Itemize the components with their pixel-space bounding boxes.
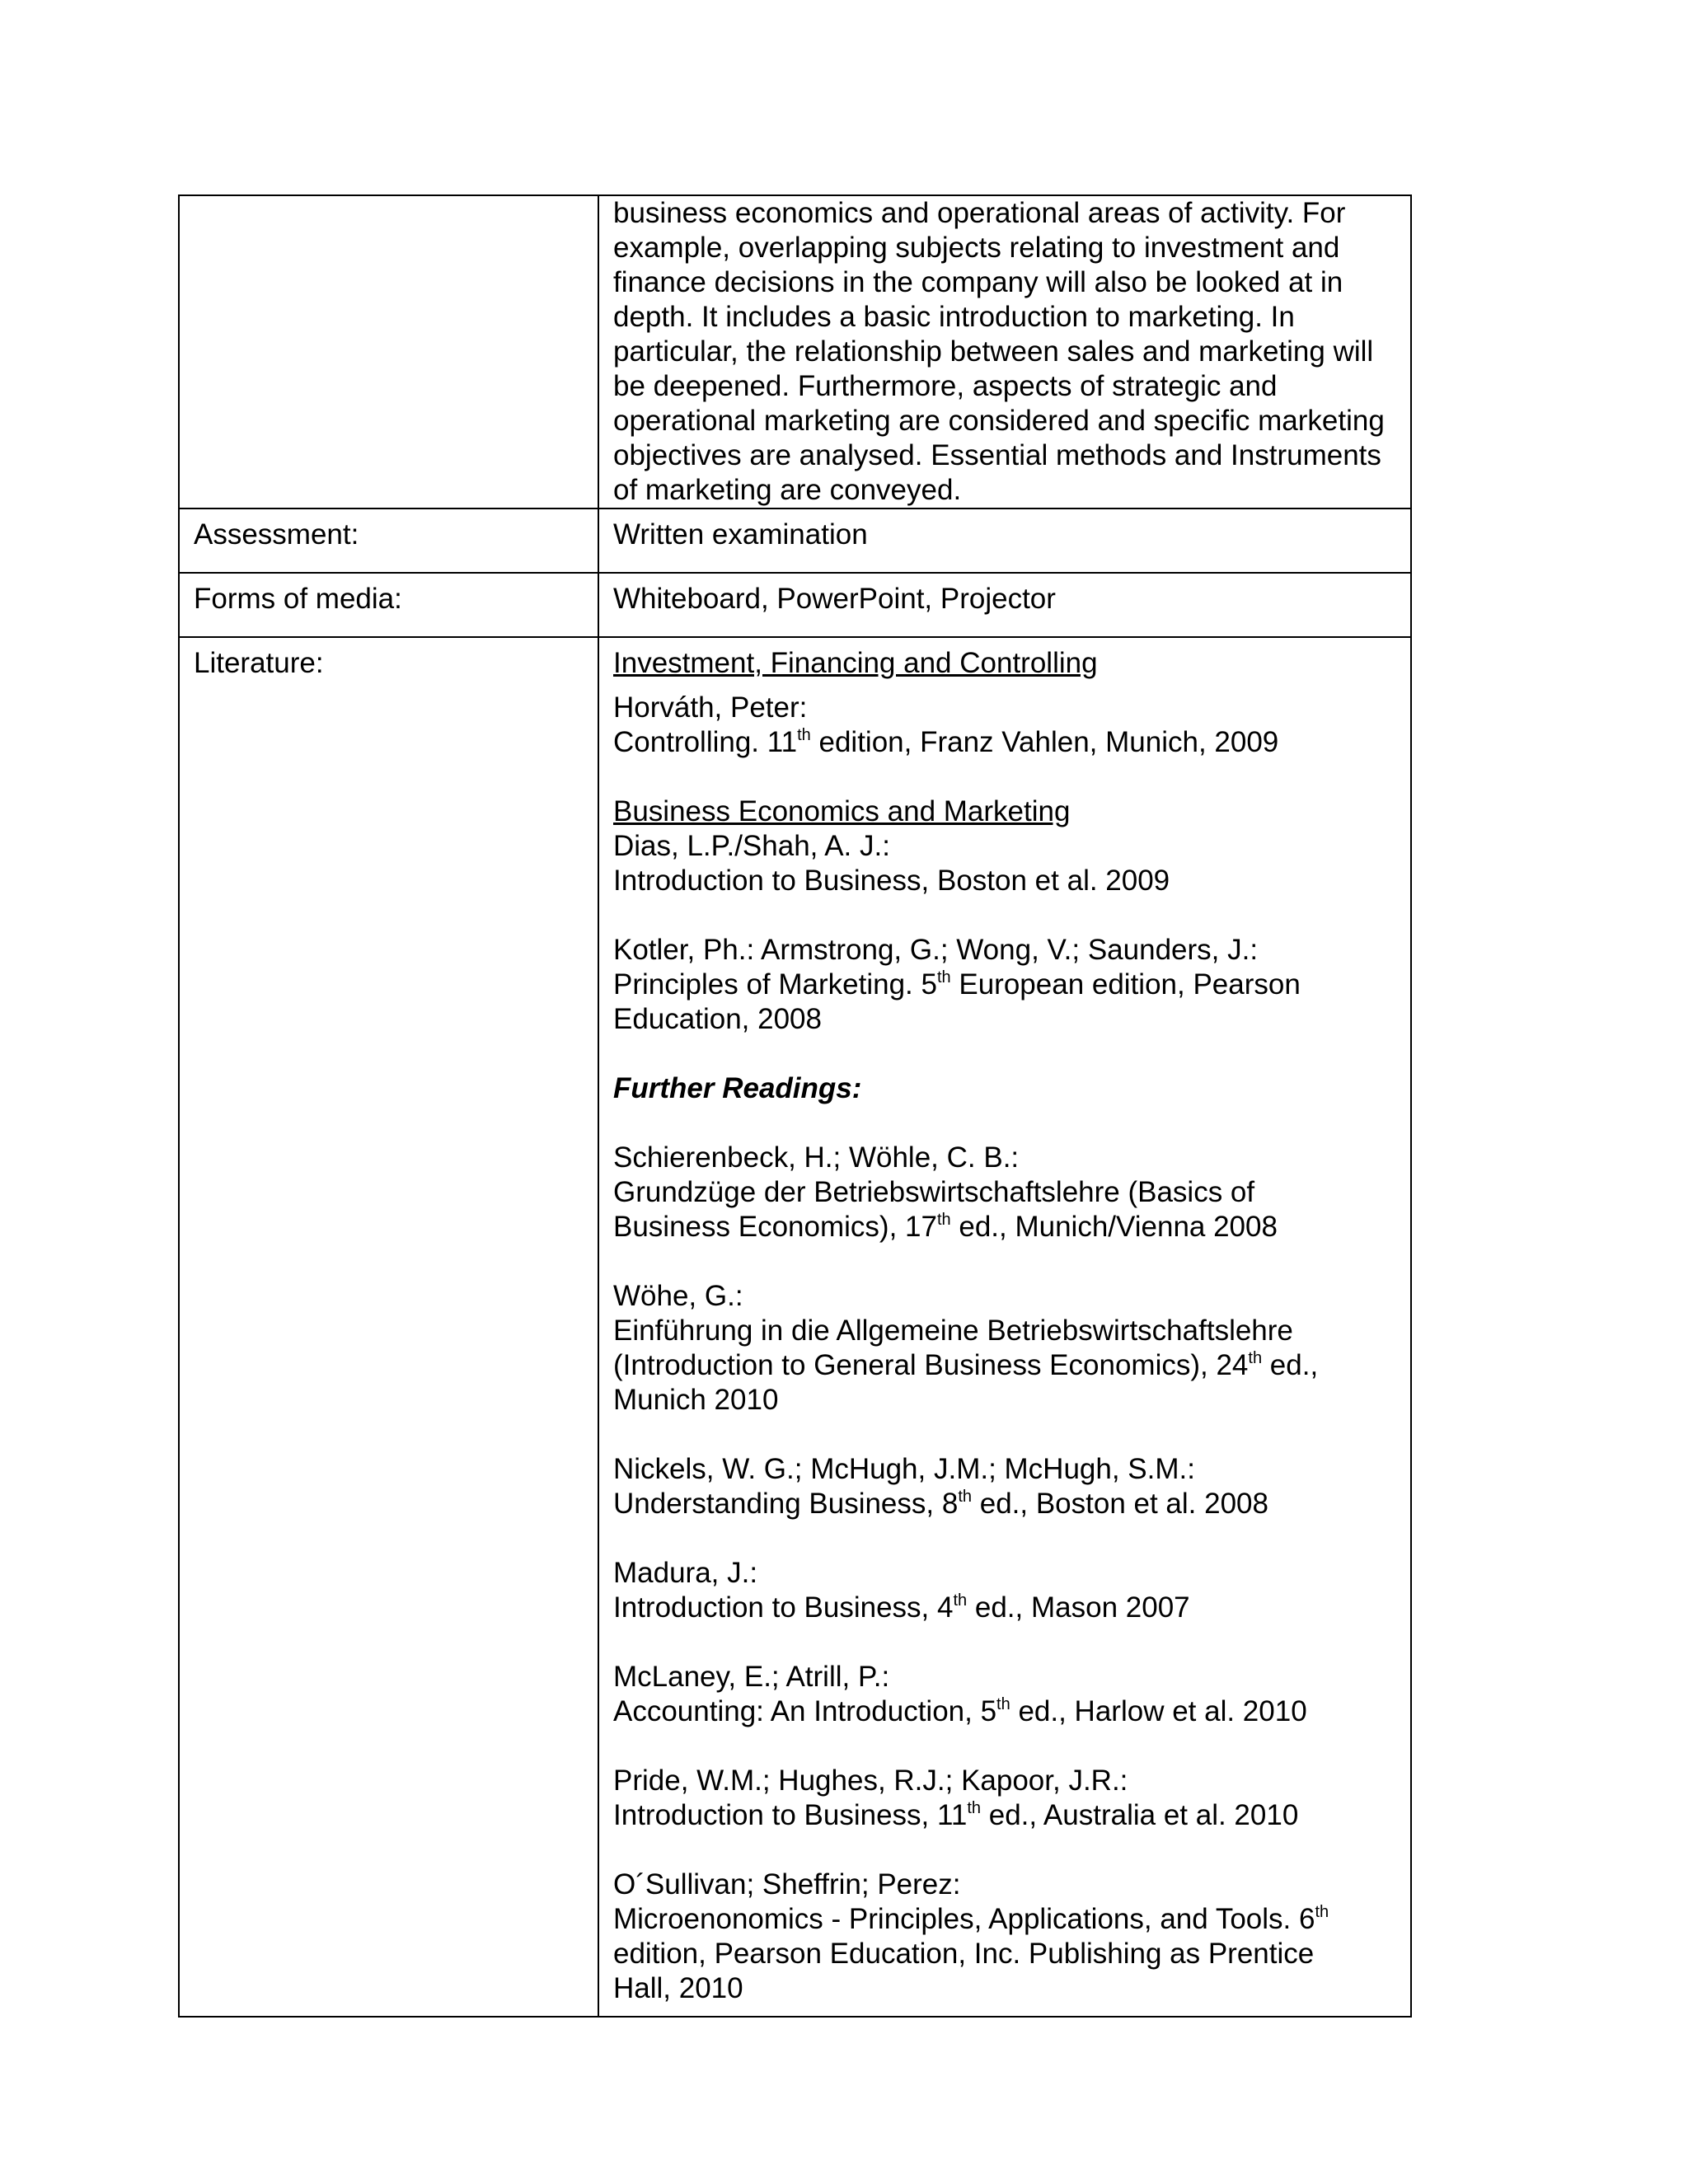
- reference-pride: [613, 1764, 1399, 1833]
- reference-authors: Schierenbeck, H.; Wöhle, C. B.:: [613, 1141, 1020, 1174]
- reference-horvath: [613, 691, 1399, 760]
- reference-kotler: [613, 933, 1399, 1037]
- reference-title: Introduction to Business, Boston et al. 2009: [613, 865, 1170, 897]
- reference-title-cont: Hall, 2010: [613, 1972, 743, 2004]
- reference-title: Introduction to Business, 4th ed., Mason 2007: [613, 1591, 1190, 1624]
- literature-label: Literature:: [179, 637, 598, 2017]
- section-heading-business-marketing: Business Economics and Marketing: [613, 795, 1071, 827]
- reference-nickels: [613, 1452, 1399, 1521]
- description-row: [179, 195, 1411, 509]
- description-text-cell: [598, 195, 1411, 509]
- reference-title-cont: edition, Pearson Education, Inc. Publishing as Prentice: [613, 1938, 1315, 1970]
- assessment-row: [179, 509, 1411, 573]
- reference-authors: Horváth, Peter:: [613, 691, 808, 724]
- reference-authors: Dias, L.P./Shah, A. J.:: [613, 830, 890, 862]
- reference-mclaney: [613, 1660, 1399, 1729]
- reference-title: Introduction to Business, 11th ed., Australia et al. 2010: [613, 1799, 1299, 1831]
- reference-title-cont: Education, 2008: [613, 1003, 822, 1035]
- reference-authors: Madura, J.:: [613, 1557, 758, 1589]
- module-description-table: [178, 194, 1412, 2018]
- reference-authors: Nickels, W. G.; McHugh, J.M.; McHugh, S.M.:: [613, 1453, 1195, 1485]
- reference-title: Einführung in die Allgemeine Betriebswirtschaftslehre: [613, 1315, 1293, 1347]
- reference-authors: O´Sullivan; Sheffrin; Perez:: [613, 1868, 961, 1900]
- reference-title-cont: (Introduction to General Business Economics), 24th ed.,: [613, 1349, 1319, 1381]
- reference-authors: Wöhe, G.:: [613, 1280, 743, 1312]
- reference-title: Grundzüge der Betriebswirtschaftslehre (Basics of: [613, 1176, 1255, 1208]
- reference-wohe: [613, 1279, 1399, 1418]
- description-label-cell: [179, 195, 598, 509]
- reference-title-cont: Munich 2010: [613, 1384, 779, 1416]
- description-text: business economics and operational areas of activity. For example, overlapping subjects relating to investment and finance decisions in the company will also be looked at in depth. It includes a basic introduction to marketing. In particular, the relationship between sales and marketing will be deepened. Furthermore, aspects of strategic and operational marketing are considered and specific marketing objectives are analysed. Essential methods and Instruments of marketing are conveyed.: [613, 197, 1385, 506]
- reference-title-cont: Business Economics), 17th ed., Munich/Vienna 2008: [613, 1211, 1278, 1243]
- reference-title: Accounting: An Introduction, 5th ed., Harlow et al. 2010: [613, 1695, 1307, 1727]
- reference-title: Controlling. 11th edition, Franz Vahlen, Munich, 2009: [613, 726, 1279, 758]
- reference-authors: McLaney, E.; Atrill, P.:: [613, 1661, 890, 1693]
- literature-list: [598, 637, 1411, 2017]
- reference-authors: Kotler, Ph.: Armstrong, G.; Wong, V.; Saunders, J.:: [613, 934, 1259, 966]
- assessment-label: Assessment:: [179, 509, 598, 573]
- reference-osullivan: [613, 1868, 1399, 2006]
- literature-row: [179, 637, 1411, 2017]
- reference-madura: [613, 1556, 1399, 1625]
- media-value: Whiteboard, PowerPoint, Projector: [598, 573, 1411, 637]
- reference-title: Understanding Business, 8th ed., Boston et al. 2008: [613, 1488, 1268, 1520]
- reference-authors: Pride, W.M.; Hughes, R.J.; Kapoor, J.R.:: [613, 1765, 1128, 1797]
- reference-schierenbeck: [613, 1141, 1399, 1244]
- media-label: Forms of media:: [179, 573, 598, 637]
- section-heading-investment: Investment, Financing and Controlling: [613, 647, 1098, 679]
- reference-title: Principles of Marketing. 5th European edition, Pearson: [613, 968, 1301, 1001]
- assessment-value: Written examination: [598, 509, 1411, 573]
- reference-title: Microenonomics - Principles, Applications, and Tools. 6th: [613, 1903, 1329, 1935]
- media-row: [179, 573, 1411, 637]
- reference-dias: [613, 829, 1399, 898]
- further-readings-heading: Further Readings:: [613, 1072, 862, 1104]
